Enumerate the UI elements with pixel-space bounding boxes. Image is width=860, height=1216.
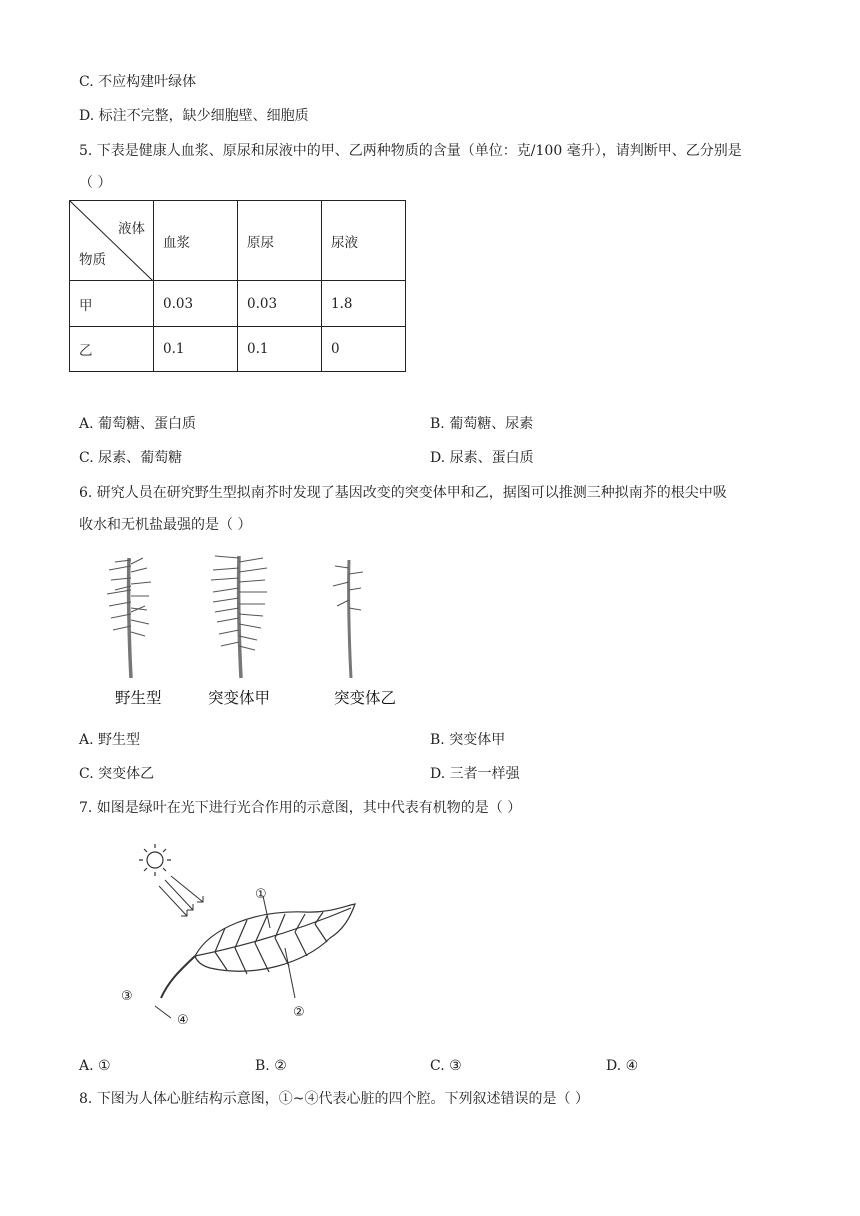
col-header-primary-urine: 原尿 — [238, 201, 322, 281]
table-corner-cell — [70, 201, 154, 281]
table-cell: 0 — [322, 327, 406, 372]
q5-bracket: （ ） — [79, 175, 112, 191]
q7-option-c: C. ③ — [430, 1058, 462, 1074]
sun-icon — [139, 844, 171, 876]
q5-option-c: C. 尿素、葡萄糖 — [79, 450, 183, 466]
q5-option-a: A. 葡萄糖、蛋白质 — [79, 416, 197, 432]
corner-label-substance: 物质 — [79, 252, 106, 268]
mutant-yi-root — [333, 560, 363, 678]
table-cell: 1.8 — [322, 281, 406, 327]
q4-option-d: D. 标注不完整，缺少细胞壁、细胞质 — [79, 108, 309, 124]
table-row — [70, 327, 406, 372]
q7-option-a: A. ① — [79, 1058, 111, 1074]
q4-option-c: C. 不应构建叶绿体 — [79, 74, 197, 90]
q7-option-b: B. ② — [255, 1058, 287, 1074]
leaf-arrows — [155, 896, 295, 1018]
table-cell: 0.03 — [238, 281, 322, 327]
q6-option-d: D. 三者一样强 — [430, 766, 520, 782]
wild-type-root — [107, 558, 151, 678]
q6-option-c: C. 突变体乙 — [79, 766, 155, 782]
marker-2: ② — [293, 1005, 305, 1020]
table-cell: 0.1 — [238, 327, 322, 372]
marker-4: ④ — [177, 1013, 189, 1028]
row-label: 甲 — [70, 281, 154, 327]
light-arrows — [159, 876, 203, 916]
q7-stem: 7. 如图是绿叶在光下进行光合作用的示意图，其中代表有机物的是（ ） — [79, 800, 522, 816]
q8-stem: 8. 下图为人体心脏结构示意图，①~④代表心脏的四个腔。下列叙述错误的是（ ） — [79, 1091, 589, 1107]
table-cell: 0.1 — [154, 327, 238, 372]
marker-1: ① — [255, 887, 267, 902]
table-row — [70, 281, 406, 327]
q5-option-d: D. 尿素、蛋白质 — [430, 450, 534, 466]
col-header-urine: 尿液 — [322, 201, 406, 281]
q6-stem-line1: 6. 研究人员在研究野生型拟南芥时发现了基因改变的突变体甲和乙，据图可以推测三种拟南芥的根尖中吸 — [79, 485, 727, 501]
corner-diagonal-line — [70, 201, 153, 281]
table-header-row — [70, 201, 406, 281]
marker-3: ③ — [121, 989, 133, 1004]
mutant-jia-root — [211, 556, 267, 678]
row-label: 乙 — [70, 327, 154, 372]
table-cell: 0.03 — [154, 281, 238, 327]
figure-label-mutant-jia: 突变体甲 — [208, 689, 271, 707]
leaf-shape — [161, 904, 355, 998]
q6-stem-line2: 收水和无机盐最强的是（ ） — [79, 517, 252, 533]
corner-label-liquid: 液体 — [118, 221, 145, 237]
figure-label-mutant-yi: 突变体乙 — [334, 689, 397, 707]
q5-option-b: B. 葡萄糖、尿素 — [430, 416, 534, 432]
q6-option-a: A. 野生型 — [79, 732, 141, 748]
q5-stem: 5. 下表是健康人血浆、原尿和尿液中的甲、乙两种物质的含量（单位：克/100 毫升），请判断甲、乙分别是 — [79, 143, 742, 159]
q7-option-d: D. ④ — [606, 1058, 639, 1074]
q5-data-table — [69, 200, 406, 372]
photosynthesis-leaf-figure — [115, 838, 365, 1038]
figure-label-wild-type: 野生型 — [115, 689, 162, 707]
q6-option-b: B. 突变体甲 — [430, 732, 506, 748]
col-header-plasma: 血浆 — [154, 201, 238, 281]
